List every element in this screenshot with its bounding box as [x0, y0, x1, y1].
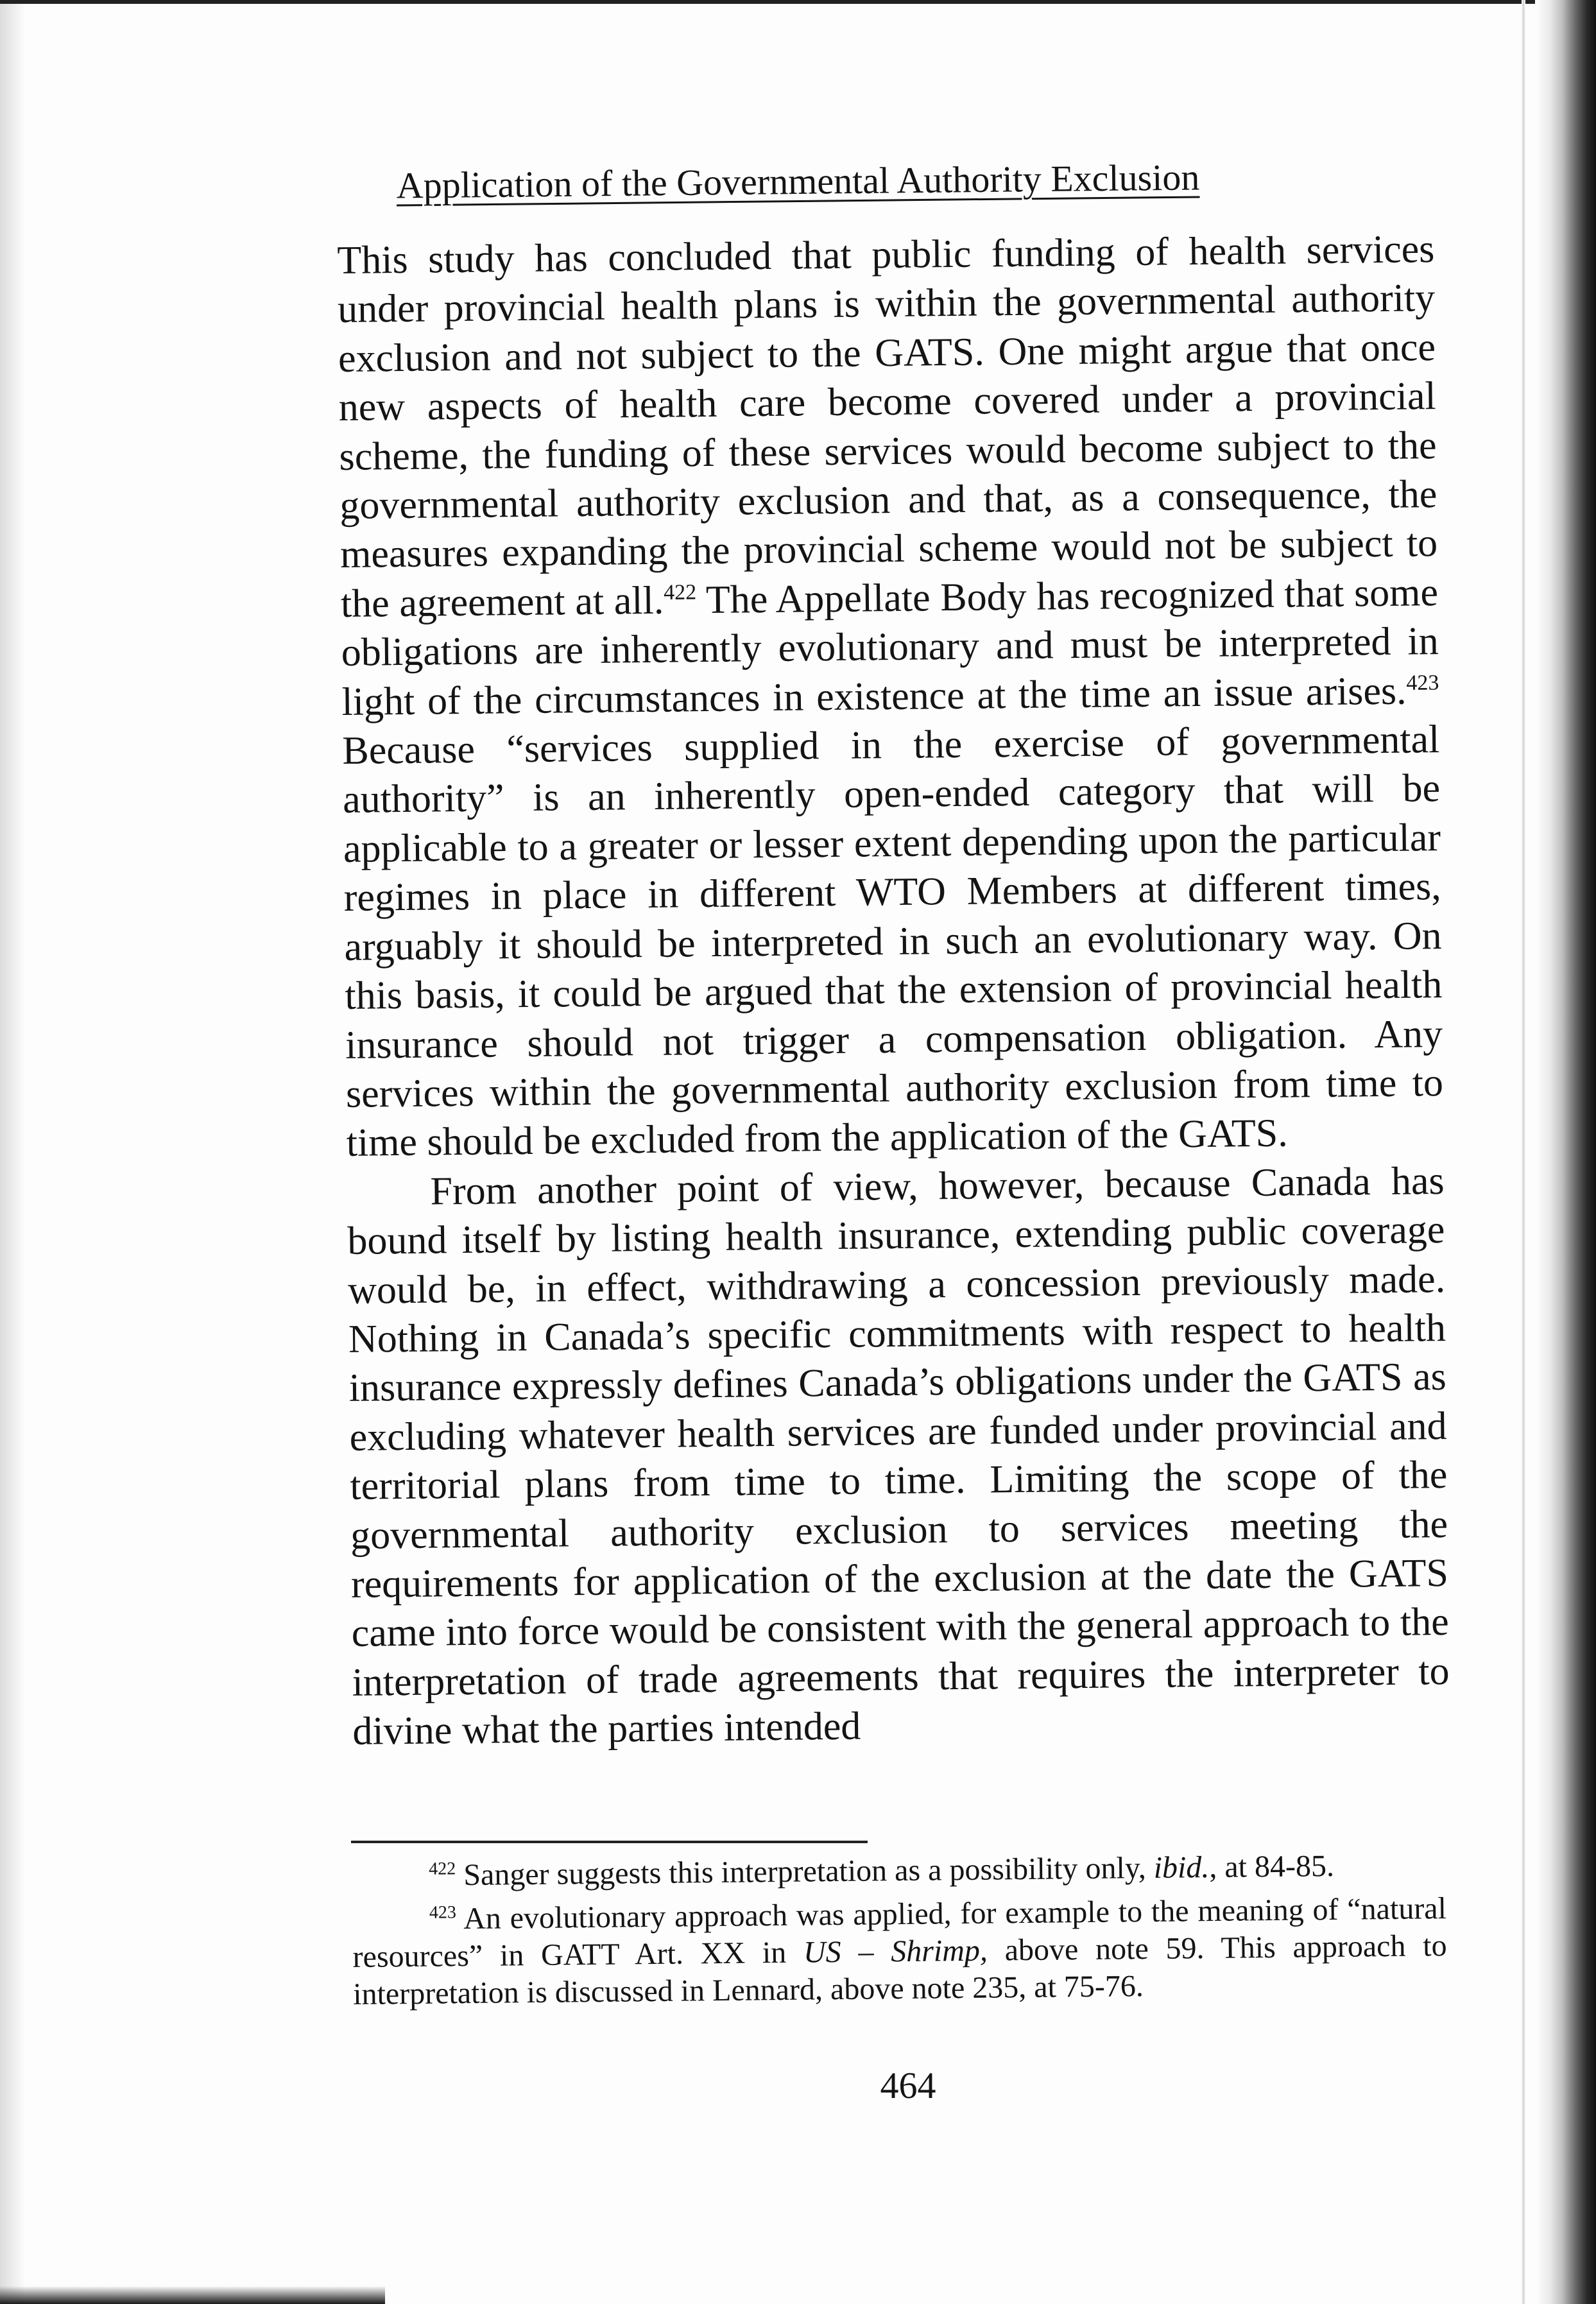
paragraph-2-text: From another point of view, however, because Canada has bound itself by listing health insurance, extending public coverage would be, in effect, withdrawing a concession previously made. Nothing in Canada’s specific commitments with respect to health insurance expressly defines Canada’s obligations under the GATS as excluding whatever health services are funded under provincial and territorial plans from time to time. Limiting the scope of the governmental authority exclusion to services meeting the requirements for application of the exclusion at the date the GATS came into force would be consistent with the general approach to the interpretation of trade agreements that requires the interpreter to divine what the parties intended — [347, 1158, 1450, 1754]
footnote-ref-423: 423 — [1406, 671, 1439, 695]
section-heading: Application of the Governmental Authority Exclusion — [396, 156, 1200, 207]
footnote-text: Sanger suggests this interpretation as a possibility only, — [463, 1850, 1154, 1893]
footnote-italic: ibid. — [1153, 1850, 1210, 1885]
scan-binding-shadow — [1535, 0, 1596, 2304]
footnote-number: 422 — [429, 1859, 456, 1879]
footnote-italic: US – Shrimp, — [803, 1933, 988, 1970]
paragraph-1 — [337, 225, 1444, 1168]
footnotes — [352, 1846, 1448, 2020]
body-text — [337, 225, 1450, 1756]
scan-bottom-shadow — [0, 2286, 385, 2304]
paragraph-1-text-a: This study has concluded that public funding of health services under provincial health plans is within the governmental authority exclusion and not subject to the GATS. One might argue that once new aspects of health care become covered under a provincial scheme, the funding of these services would become subject to the governmental authority exclusion and that, as a consequence, the measures expanding the provincial scheme would not be subject to the agreement at all. — [337, 227, 1438, 626]
footnote-422 — [352, 1846, 1446, 1895]
footnote-423 — [352, 1890, 1448, 2013]
footnote-separator — [351, 1841, 868, 1843]
page-number: 464 — [880, 2065, 936, 2106]
paragraph-1-text-c: Because “services supplied in the exercise of governmental authority” is an inherently open-ended category that will be applicable to a greater or lesser extent depending upon the particular regimes in place in different WTO Members at different times, arguably it should be interpreted in such an evolutionary way. On this basis, it could be argued that the extension of provincial health insurance should not trigger a compensation obligation. Any services within the governmental authority exclusion from time to time should be excluded from the application of the GATS. — [342, 718, 1444, 1165]
footnote-text-end: above note 59. This approach to interpretation is discussed in Lennard, above note 235, at 75-76. — [352, 1929, 1447, 2011]
footnote-text: An evolutionary approach was applied, for example to the meaning of “natural resources” in GATT Art. XX in — [352, 1891, 1447, 1974]
footnote-number: 423 — [429, 1902, 457, 1923]
paragraph-2 — [347, 1156, 1450, 1757]
scan-top-edge — [0, 0, 1596, 4]
footnote-ref-422: 422 — [663, 580, 697, 605]
footnote-text-end: , at 84-85. — [1209, 1848, 1335, 1885]
scan-left-shadow — [0, 0, 26, 2304]
paragraph-1-text-b: The Appellate Body has recognized that some obligations are inherently evolutionary and must be interpreted in light of the circumstances in existence at the time an issue arises. — [341, 570, 1439, 724]
scan-binding-line — [1522, 0, 1525, 2304]
